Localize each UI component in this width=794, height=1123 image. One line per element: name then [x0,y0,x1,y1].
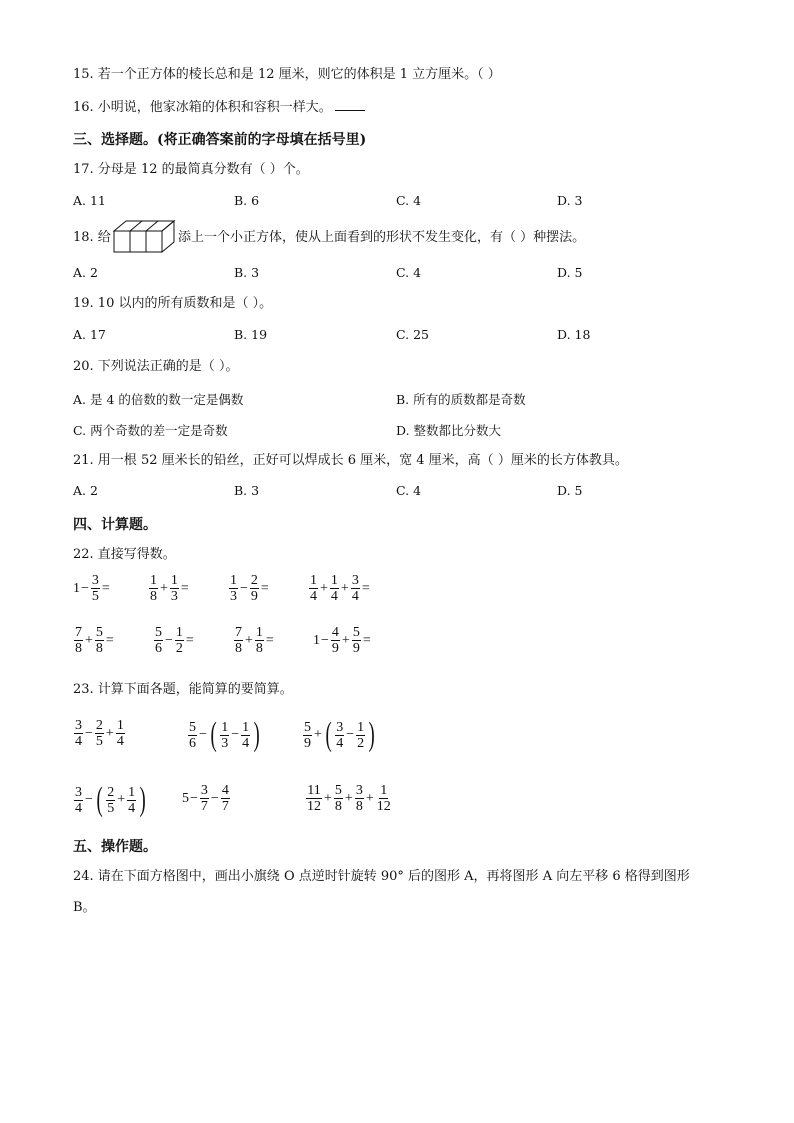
fraction [170,573,179,604]
fraction [351,573,360,604]
fraction [334,783,343,814]
numerator: 1 [357,719,365,735]
math-symbol: 1 [73,580,80,596]
question-15: 15. 若一个正方体的棱长总和是 12 厘米，则它的体积是 1 立方厘米。（ ） [73,67,501,82]
denominator: 3 [221,735,229,751]
numerator: 7 [235,625,242,640]
q21-option-d: D. 5 [557,483,583,498]
parenthesis: ) [253,716,260,753]
denominator: 12 [307,799,321,814]
q18-option-c: C. 4 [396,265,422,280]
denominator: 5 [91,589,99,604]
question-18-before: 18. 给 [73,230,111,245]
section-4-heading: 四、计算题。 [73,517,157,533]
fraction [91,573,100,604]
fraction [116,718,125,749]
fraction [154,625,163,656]
numerator: 1 [242,719,250,735]
numerator: 1 [170,573,178,588]
math-symbol: − [231,727,240,742]
q19-option-d: D. 18 [557,327,591,342]
q21-option-a: A. 2 [73,483,98,498]
denominator: 4 [330,589,338,604]
q20-option-c: C. 两个奇数的差一定是奇数 [73,423,228,438]
section-5-heading: 五、操作题。 [73,839,157,855]
q19-option-b: B. 19 [234,327,268,342]
math-symbol: = [185,632,194,648]
q23-expr-3 [302,718,377,752]
numerator: 1 [330,573,338,588]
fraction [74,718,83,749]
question-23: 23. 计算下面各题，能简算的要简算。 [73,682,293,697]
numerator: 3 [75,784,82,800]
math-symbol: + [314,727,322,742]
numerator: 3 [355,783,363,798]
numerator: 7 [75,625,82,640]
math-symbol: − [190,790,198,806]
denominator: 9 [352,641,360,656]
math-symbol: = [265,632,274,648]
denominator: 8 [75,641,82,656]
numerator: 3 [91,573,99,588]
denominator: 12 [376,799,391,814]
denominator: 4 [75,800,82,816]
math-symbol: = [361,580,370,596]
q22-expr-6 [153,625,195,656]
denominator: 4 [75,734,82,749]
math-symbol: + [85,632,93,648]
math-symbol: = [101,580,110,596]
numerator: 4 [331,625,339,640]
fraction [74,785,83,816]
denominator: 3 [230,589,237,604]
q19-option-a: A. 17 [73,327,106,342]
math-symbol: − [165,632,173,648]
denominator: 7 [221,799,229,814]
q23-expr-4 [73,783,148,817]
math-symbol: = [180,580,189,596]
fraction [255,625,264,656]
question-24-line-1: 24. 请在下面方格图中，画出小旗绕 O 点逆时针旋转 90° 后的图形 A，再将图形 A 向左平移 6 格得到图形 [73,869,690,884]
fraction [356,720,365,751]
section-3-heading: 三、选择题。(将正确答案前的字母填在括号里) [73,132,367,148]
fraction [175,625,184,656]
q23-expr-1 [73,718,126,749]
q22-expr-7 [233,625,275,656]
denominator: 2 [357,735,365,751]
math-symbol: − [85,792,93,807]
fraction [127,785,136,816]
math-symbol: + [344,790,353,806]
q20-option-a: A. 是 4 的倍数的数一定是偶数 [73,392,244,407]
denominator: 4 [128,800,136,816]
fraction [234,625,243,656]
fraction [106,785,115,816]
question-24-line-2: B。 [73,900,96,915]
q21-option-b: B. 3 [234,483,260,498]
denominator: 4 [351,589,359,604]
math-symbol: − [81,580,89,596]
math-symbol: = [260,580,269,596]
math-symbol: − [199,727,207,742]
math-symbol: + [320,580,328,596]
math-symbol: + [117,792,126,807]
denominator: 4 [310,589,317,604]
denominator: 9 [304,735,311,751]
math-symbol: + [365,790,374,806]
question-21: 21. 用一根 52 厘米长的铅丝，正好可以焊成长 6 厘米，宽 4 厘米，高（ ）厘米的长方体教具。 [73,453,628,468]
math-symbol: + [245,632,253,648]
numerator: 11 [307,783,321,798]
fraction [149,573,158,604]
question-18-after: 添上一个小正方体，使从上面看到的形状不发生变化，有（ ）种摆法。 [178,230,586,245]
math-symbol: = [362,632,371,648]
fraction [188,720,197,751]
fraction [250,573,259,604]
fraction [355,783,364,814]
numerator: 3 [336,719,344,735]
numerator: 1 [310,573,317,588]
q23-expr-2 [187,718,262,752]
denominator: 4 [242,735,250,751]
fraction [229,573,238,604]
numerator: 3 [200,783,208,798]
math-symbol: 5 [182,790,189,806]
q20-option-b: B. 所有的质数都是奇数 [396,392,526,407]
denominator: 5 [95,734,103,749]
denominator: 8 [255,641,263,656]
q19-option-c: C. 25 [396,327,429,342]
math-symbol: 1 [313,632,320,648]
math-symbol: − [321,632,329,648]
numerator: 5 [95,625,103,640]
q20-option-d: D. 整数都比分数大 [396,423,502,438]
fraction [220,720,229,751]
fraction [74,625,83,656]
numerator: 5 [155,625,162,640]
math-symbol: − [210,790,219,806]
denominator: 4 [336,735,344,751]
denominator: 6 [155,641,162,656]
q17-option-d: D. 3 [557,193,583,208]
question-19: 19. 10 以内的所有质数和是（ ）。 [73,296,273,311]
question-17: 17. 分母是 12 的最简真分数有（ ）个。 [73,162,309,177]
numerator: 1 [221,719,229,735]
question-16-text: 16. 小明说，他家冰箱的体积和容积一样大。 [73,100,332,115]
numerator: 1 [150,573,157,588]
denominator: 9 [331,641,339,656]
math-symbol: + [105,725,114,741]
numerator: 5 [304,719,311,735]
numerator: 1 [230,573,237,588]
numerator: 5 [352,625,360,640]
math-symbol: − [346,727,355,742]
q22-expr-8 [313,625,372,656]
fraction [303,720,312,751]
numerator: 5 [189,719,196,735]
denominator: 9 [250,589,258,604]
fraction [200,783,209,814]
fraction [331,625,340,656]
math-symbol: + [324,790,332,806]
numerator: 3 [351,573,359,588]
numerator: 4 [221,783,229,798]
q17-option-b: B. 6 [234,193,260,208]
denominator: 7 [200,799,208,814]
fraction [335,720,344,751]
q17-option-c: C. 4 [396,193,422,208]
answer-blank [335,98,365,111]
q17-option-a: A. 11 [73,193,106,208]
numerator: 1 [255,625,263,640]
denominator: 8 [235,641,242,656]
q18-option-a: A. 2 [73,265,98,280]
math-symbol: + [341,632,350,648]
parenthesis: ( [96,781,103,818]
math-symbol: + [160,580,168,596]
math-symbol: − [85,725,93,741]
fraction [352,625,361,656]
q21-option-c: C. 4 [396,483,422,498]
denominator: 2 [175,641,183,656]
denominator: 4 [116,734,124,749]
numerator: 1 [380,783,388,798]
denominator: 8 [150,589,157,604]
q22-expr-2 [148,573,190,604]
numerator: 1 [116,718,124,733]
three-cubes-figure [112,219,176,253]
q18-option-d: D. 5 [557,265,583,280]
numerator: 2 [250,573,258,588]
parenthesis: ( [325,716,332,753]
denominator: 8 [334,799,342,814]
denominator: 6 [189,735,196,751]
q22-expr-1 [73,573,111,604]
parenthesis: ) [139,781,146,818]
q23-expr-5 [182,783,231,814]
question-22: 22. 直接写得数。 [73,547,176,562]
parenthesis: ) [368,716,375,753]
parenthesis: ( [210,716,217,753]
q22-expr-5 [73,625,115,656]
math-symbol: = [105,632,114,648]
question-20: 20. 下列说法正确的是（ ）。 [73,359,239,374]
denominator: 8 [95,641,103,656]
q18-option-b: B. 3 [234,265,260,280]
fraction [95,625,104,656]
q23-expr-6 [305,783,393,814]
denominator: 3 [170,589,178,604]
fraction [376,783,392,814]
numerator: 2 [107,784,115,800]
fraction [241,720,250,751]
q22-expr-4 [308,573,371,604]
math-symbol: − [240,580,248,596]
fraction [221,783,230,814]
fraction [330,573,339,604]
q22-expr-3 [228,573,270,604]
question-16 [73,98,365,117]
numerator: 3 [75,718,82,733]
numerator: 2 [95,718,103,733]
fraction [95,718,104,749]
numerator: 5 [334,783,342,798]
denominator: 5 [107,800,115,816]
denominator: 8 [355,799,363,814]
fraction [306,783,322,814]
numerator: 1 [128,784,136,800]
fraction [309,573,318,604]
numerator: 1 [175,625,183,640]
math-symbol: + [340,580,349,596]
